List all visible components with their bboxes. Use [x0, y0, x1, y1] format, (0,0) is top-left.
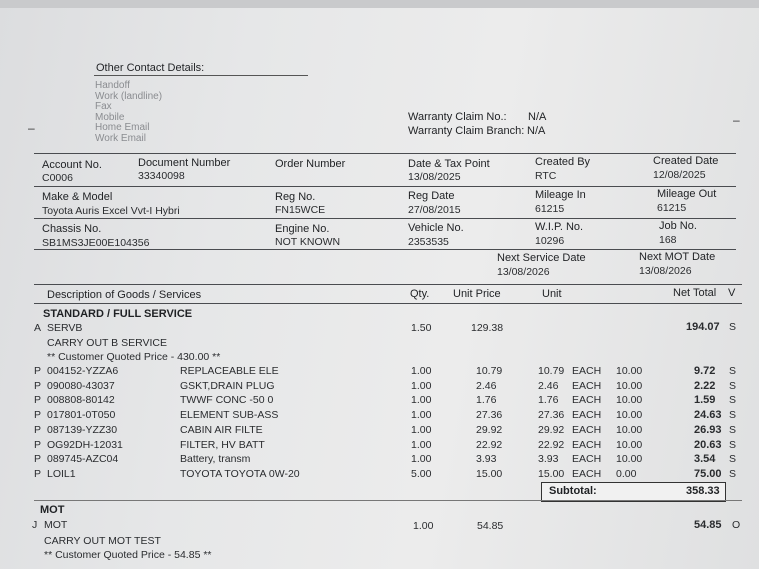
reg-no: FN15WCE [275, 204, 326, 216]
order-number-label: Order Number [275, 158, 346, 170]
part-price: 3.93 [476, 453, 497, 466]
service-note-2: ** Customer Quoted Price - 430.00 ** [47, 351, 221, 363]
reg-date: 27/08/2015 [408, 204, 461, 216]
part-qty: 1.00 [411, 453, 432, 466]
part-vat: S [729, 394, 737, 407]
part-number: 017801-0T050 [47, 409, 116, 422]
part-qty: 1.00 [411, 438, 432, 451]
mot-note-1: CARRY OUT MOT TEST [44, 535, 161, 547]
created-by: RTC [535, 170, 557, 182]
part-unit: EACH [572, 467, 602, 480]
part-code: P [34, 394, 42, 407]
part-discount: 10.00 [616, 394, 643, 407]
part-unit: EACH [572, 423, 602, 436]
part-code: P [34, 409, 42, 422]
section-mot-title: MOT [40, 504, 65, 516]
part-price: 27.36 [476, 409, 503, 422]
part-discount: 10.00 [616, 438, 643, 451]
part-number: 089745-AZC04 [47, 453, 119, 466]
account-no: C0006 [42, 172, 73, 184]
part-vat: S [729, 423, 737, 436]
reg-date-label: Reg Date [408, 190, 455, 202]
part-qty: 5.00 [411, 467, 432, 480]
part-unit-price: 15.00 [538, 467, 565, 480]
part-number: 004152-YZZA6 [47, 365, 119, 377]
part-unit-price: 1.76 [538, 394, 559, 407]
engine-no: NOT KNOWN [275, 236, 341, 248]
subtotal-label: Subtotal: [549, 485, 597, 497]
chassis-no-label: Chassis No. [42, 223, 102, 235]
col-net-total: Net Total [673, 287, 717, 299]
part-discount: 10.00 [616, 365, 643, 377]
warranty-claim-no-label: Warranty Claim No.: [408, 111, 507, 123]
part-net-total: 2.22 [694, 379, 716, 392]
part-code: P [34, 423, 42, 436]
part-unit-price: 22.92 [538, 438, 565, 451]
mileage-out: 61215 [657, 202, 687, 214]
part-price: 2.46 [476, 379, 497, 392]
part-price: 15.00 [476, 467, 503, 480]
part-code: P [34, 467, 42, 480]
mot-line-price: 54.85 [477, 520, 504, 532]
job-no: 168 [659, 234, 677, 246]
mot-line-code: J [32, 519, 38, 531]
mileage-in: 61215 [535, 203, 565, 215]
part-description: TWWF CONC -50 0 [180, 394, 274, 407]
mileage-in-label: Mileage In [535, 189, 586, 201]
date-tax-point-label: Date & Tax Point [408, 158, 490, 170]
page-top-edge [0, 0, 759, 8]
job-no-label: Job No. [659, 220, 697, 232]
contact-line: Mobile [95, 111, 125, 123]
grid-row3-border [34, 249, 736, 250]
part-vat: S [729, 365, 737, 377]
part-price: 1.76 [476, 394, 497, 407]
created-by-label: Created By [535, 156, 591, 168]
contact-line: Fax [95, 101, 112, 112]
service-line-total: 194.07 [686, 321, 720, 333]
part-number: LOIL1 [47, 467, 76, 480]
part-net-total: 24.63 [694, 409, 722, 422]
make-model-label: Make & Model [42, 191, 113, 203]
part-description: REPLACEABLE ELE [180, 365, 279, 377]
warranty-claim-no-value: N/A [528, 111, 547, 123]
part-vat: S [729, 409, 737, 422]
service-line-price: 129.38 [471, 322, 504, 334]
vehicle-no: 2353535 [408, 236, 449, 248]
next-service-date: 13/08/2026 [497, 266, 550, 278]
mot-line-vat: O [732, 519, 741, 531]
service-line-qty: 1.50 [411, 322, 432, 334]
contact-line: Work Email [95, 132, 146, 144]
part-discount: 10.00 [616, 423, 643, 436]
contact-line: Work (landline) [95, 90, 163, 102]
part-price: 22.92 [476, 438, 503, 451]
part-discount: 10.00 [616, 379, 643, 392]
vehicle-no-label: Vehicle No. [408, 222, 464, 234]
chassis-no: SB1MS3JE00E104356 [42, 237, 150, 249]
contact-title: Other Contact Details: [96, 62, 205, 74]
document-number: 33340098 [138, 170, 185, 182]
mot-line-qty: 1.00 [413, 520, 434, 532]
col-unit: Unit [542, 288, 562, 300]
mot-line-total: 54.85 [694, 519, 722, 531]
part-code: P [34, 379, 42, 392]
service-line-vat: S [729, 321, 737, 333]
part-unit: EACH [572, 394, 602, 407]
grid-top-border [34, 153, 736, 154]
document-number-label: Document Number [138, 157, 231, 169]
part-unit-price: 2.46 [538, 379, 559, 392]
col-unit-price: Unit Price [453, 288, 501, 300]
part-code: P [34, 453, 42, 466]
part-description: GSKT,DRAIN PLUG [180, 379, 275, 392]
engine-no-label: Engine No. [275, 223, 330, 235]
part-discount: 0.00 [616, 467, 637, 480]
part-number: OG92DH-12031 [47, 438, 123, 451]
part-unit-price: 10.79 [538, 365, 565, 377]
part-code: P [34, 438, 42, 451]
contact-line: Home Email [95, 122, 150, 133]
col-description: Description of Goods / Services [47, 289, 202, 301]
part-net-total: 9.72 [694, 365, 716, 377]
grid-row2-border [34, 218, 736, 219]
table-header-top-border [34, 284, 742, 285]
part-vat: S [729, 467, 737, 480]
section-service-title: STANDARD / FULL SERVICE [43, 308, 193, 320]
part-net-total: 75.00 [694, 467, 722, 480]
part-unit: EACH [572, 409, 602, 422]
part-number: 087139-YZZ30 [47, 423, 118, 436]
reg-no-label: Reg No. [275, 191, 316, 203]
part-unit-price: 27.36 [538, 409, 565, 422]
part-vat: S [729, 379, 737, 392]
part-number: 090080-43037 [47, 379, 115, 392]
next-mot-date: 13/08/2026 [639, 265, 692, 277]
part-net-total: 20.63 [694, 438, 722, 451]
part-price: 10.79 [476, 365, 503, 377]
part-qty: 1.00 [411, 365, 432, 377]
subtotal-value: 358.33 [686, 485, 720, 497]
mot-line-item: MOT [44, 519, 68, 531]
part-description: CABIN AIR FILTE [180, 423, 263, 436]
next-service-label: Next Service Date [497, 252, 586, 264]
part-qty: 1.00 [411, 409, 432, 422]
part-unit-price: 3.93 [538, 453, 559, 466]
date-tax-point: 13/08/2025 [408, 171, 461, 183]
warranty-branch-value: N/A [527, 125, 546, 137]
part-unit: EACH [572, 453, 602, 466]
part-vat: S [729, 438, 737, 451]
part-description: Battery, transm [180, 453, 251, 466]
part-number: 008808-80142 [47, 394, 115, 407]
created-date: 12/08/2025 [653, 169, 706, 181]
table-header-bottom-border [34, 303, 742, 304]
mileage-out-label: Mileage Out [657, 188, 717, 200]
left-dash-mark: – [28, 121, 35, 135]
wip-no-label: W.I.P. No. [535, 221, 584, 233]
part-net-total: 1.59 [694, 394, 716, 407]
part-net-total: 3.54 [694, 453, 716, 466]
part-description: FILTER, HV BATT [180, 438, 265, 451]
part-net-total: 26.93 [694, 423, 722, 436]
warranty-branch-label: Warranty Claim Branch: [408, 125, 525, 137]
mot-note-2: ** Customer Quoted Price - 54.85 ** [44, 549, 212, 561]
account-no-label: Account No. [42, 159, 102, 171]
part-code: P [34, 365, 42, 377]
contact-title-underline [94, 75, 308, 76]
created-date-label: Created Date [653, 155, 719, 167]
part-unit: EACH [572, 438, 602, 451]
service-line-item: SERVB [47, 322, 83, 334]
part-description: TOYOTA TOYOTA 0W-20 [180, 467, 300, 480]
part-price: 29.92 [476, 423, 503, 436]
part-unit-price: 29.92 [538, 423, 565, 436]
wip-no: 10296 [535, 235, 565, 247]
part-unit: EACH [572, 365, 602, 377]
part-qty: 1.00 [411, 394, 432, 407]
part-qty: 1.00 [411, 423, 432, 436]
next-mot-label: Next MOT Date [639, 251, 716, 263]
section-divider [34, 500, 742, 501]
right-dash-mark: – [733, 113, 740, 127]
part-description: ELEMENT SUB-ASS [180, 409, 279, 422]
part-vat: S [729, 453, 737, 466]
part-discount: 10.00 [616, 409, 643, 422]
part-discount: 10.00 [616, 453, 643, 466]
service-note-1: CARRY OUT B SERVICE [47, 337, 168, 349]
col-v: V [728, 287, 736, 299]
col-qty: Qty. [410, 288, 430, 300]
make-model: Toyota Auris Excel Vvt-I Hybri [42, 205, 180, 217]
part-unit: EACH [572, 379, 602, 392]
grid-row1-border [34, 186, 736, 187]
service-line-code: A [34, 322, 42, 334]
contact-line: Handoff [95, 80, 130, 91]
part-qty: 1.00 [411, 379, 432, 392]
